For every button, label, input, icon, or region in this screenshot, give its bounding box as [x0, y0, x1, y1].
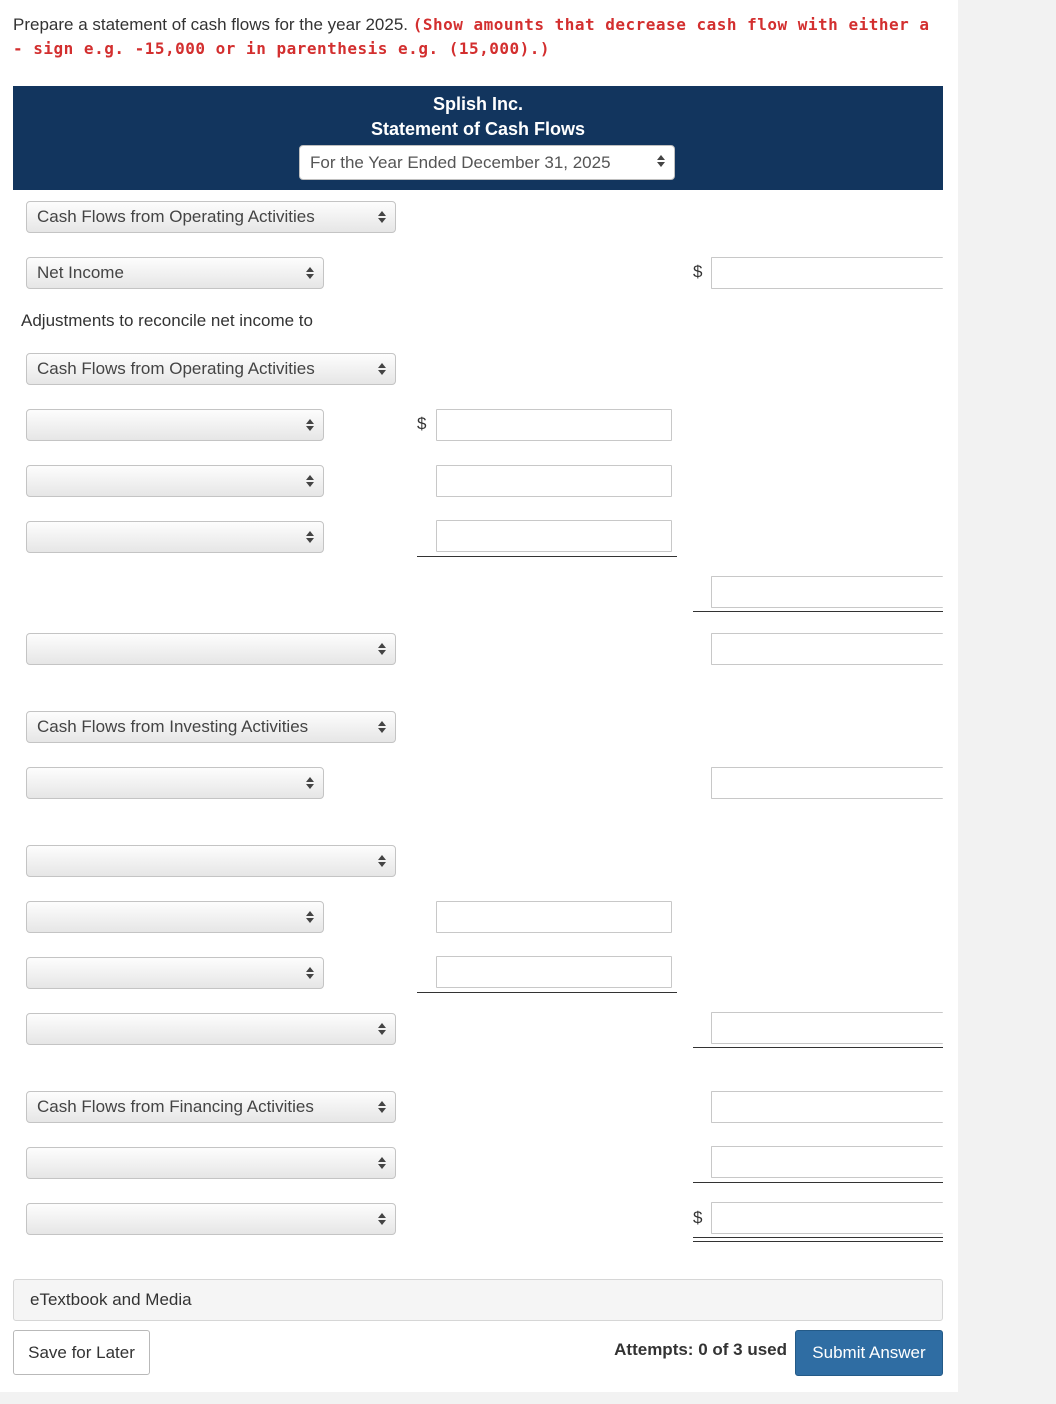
subtotal-underline — [693, 611, 943, 612]
adjustment-amount-input-1[interactable] — [436, 409, 672, 441]
net-income-value: Net Income — [37, 263, 124, 282]
net-change-select[interactable] — [26, 1147, 396, 1179]
ending-cash-input[interactable] — [711, 1202, 943, 1234]
subtotal-underline — [693, 1182, 943, 1183]
instructions — [13, 13, 943, 61]
select-arrows-icon — [305, 410, 315, 440]
adjustment-item-select-1[interactable] — [26, 409, 324, 441]
etextbook-media-link[interactable]: eTextbook and Media — [13, 1279, 943, 1321]
dollar-sign: $ — [417, 414, 427, 433]
select-arrows-icon — [305, 522, 315, 552]
subtotal-underline — [417, 992, 677, 993]
adjustment-item-select-2[interactable] — [26, 465, 324, 497]
investing-amount-input-3[interactable] — [436, 956, 672, 988]
operating-heading-value: Cash Flows from Operating Activities — [37, 207, 315, 226]
operating-total-select[interactable] — [26, 633, 396, 665]
investing-heading-value: Cash Flows from Investing Activities — [37, 717, 309, 736]
investing-item-select-2[interactable] — [26, 901, 324, 933]
investing-item-select-1[interactable] — [26, 767, 324, 799]
subtotal-underline — [693, 1047, 943, 1048]
net-income-select[interactable] — [26, 257, 324, 289]
save-for-later-button[interactable]: Save for Later — [13, 1330, 150, 1375]
double-underline-top — [693, 1237, 943, 1238]
select-arrows-icon — [377, 634, 387, 664]
select-arrows-icon — [305, 958, 315, 988]
financing-amount-input[interactable] — [711, 1091, 943, 1123]
investing-amount-input-2[interactable] — [436, 901, 672, 933]
subtotal-underline — [417, 556, 677, 557]
adjustments-heading-select[interactable] — [26, 353, 396, 385]
submit-answer-button[interactable]: Submit Answer — [795, 1330, 943, 1376]
adjustment-amount-input-3[interactable] — [436, 520, 672, 552]
instruction-text: Prepare a statement of cash flows for the year 2025. — [13, 15, 408, 34]
financing-heading-value: Cash Flows from Financing Activities — [37, 1097, 314, 1116]
investing-item-select-3[interactable] — [26, 957, 324, 989]
period-select[interactable] — [299, 145, 675, 180]
select-arrows-icon — [305, 466, 315, 496]
investing-heading-select[interactable] — [26, 711, 396, 743]
net-income-amount-input[interactable] — [711, 257, 943, 289]
investing-total-select[interactable] — [26, 1013, 396, 1045]
attempts-counter: Attempts: 0 of 3 used — [614, 1340, 787, 1359]
select-arrows-icon — [377, 1204, 387, 1234]
dollar-sign: $ — [693, 262, 703, 281]
adjustment-item-select-3[interactable] — [26, 521, 324, 553]
adjustments-total-input[interactable] — [711, 576, 943, 608]
select-arrows-icon — [377, 1014, 387, 1044]
adjustment-amount-input-2[interactable] — [436, 465, 672, 497]
adjustments-heading-value: Cash Flows from Operating Activities — [37, 359, 315, 378]
financing-heading-select[interactable] — [26, 1091, 396, 1123]
adjustments-label: Adjustments to reconcile net income to — [21, 311, 313, 330]
select-arrows-icon — [377, 1148, 387, 1178]
select-arrows-icon — [377, 1092, 387, 1122]
select-arrows-icon — [305, 902, 315, 932]
net-change-input[interactable] — [711, 1146, 943, 1178]
dollar-sign: $ — [693, 1208, 703, 1227]
select-arrows-icon — [377, 354, 387, 384]
investing-subheading-select[interactable] — [26, 845, 396, 877]
select-arrows-icon — [305, 768, 315, 798]
investing-amount-input-1[interactable] — [711, 767, 943, 799]
operating-total-input[interactable] — [711, 633, 943, 665]
operating-heading-select[interactable] — [26, 201, 396, 233]
select-arrows-icon — [377, 846, 387, 876]
select-arrows-icon — [377, 712, 387, 742]
select-arrows-icon — [305, 258, 315, 288]
statement-title: Statement of Cash Flows — [370, 119, 586, 139]
period-select-value: For the Year Ended December 31, 2025 — [310, 153, 611, 172]
investing-total-input[interactable] — [711, 1012, 943, 1044]
double-underline-bottom — [693, 1241, 943, 1242]
instruction-emphasis: (Show amounts that decrease cash flow with either a - sign e.g. -15,000 or in parenthesis e.g. (15,000).) — [13, 15, 930, 58]
select-arrows-icon — [377, 202, 387, 232]
company-name: Splish Inc. — [432, 94, 524, 114]
ending-cash-select[interactable] — [26, 1203, 396, 1235]
select-arrows-icon — [656, 146, 666, 179]
